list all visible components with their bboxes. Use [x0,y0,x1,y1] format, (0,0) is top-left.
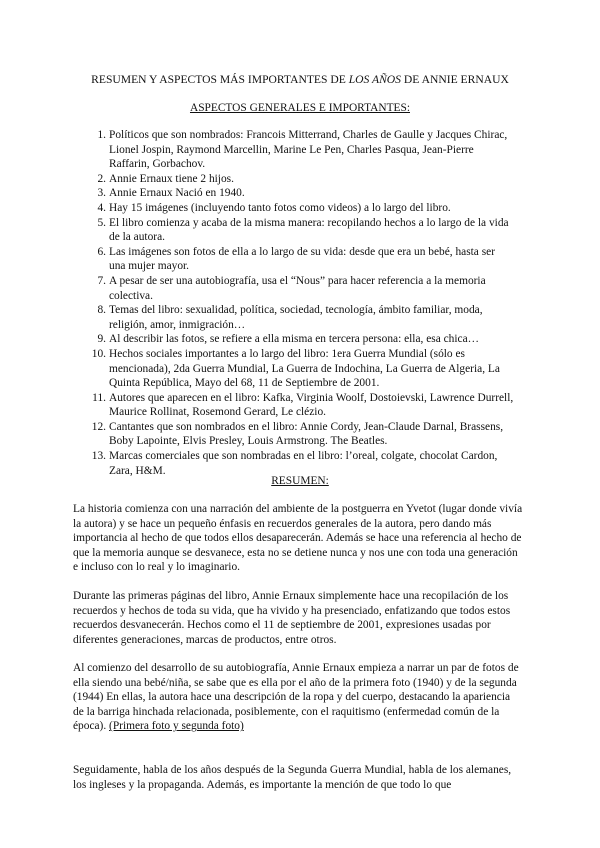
title-suffix: DE ANNIE ERNAUX [400,73,509,86]
list-item-number: 1. [97,129,106,141]
summary-paragraph-2: Durante las primeras páginas del libro, Annie Ernaux simplemente hace una recopilación de los recuerdos y hechos de toda su vida, que ha vivido y ha presenciado, enfatizando que todos estos recuerdos desvanecerán. Hechos como el 11 de septiembre de 2001, expresiones usadas por diferentes generaciones, marcas de productos, entre otros. [73,590,511,646]
summary-paragraph-4: Seguidamente, habla de los años después de la Segunda Guerra Mundial, habla de los alemanes, los ingleses y la propaganda. Además, es importante la mención de que todo lo que [73,764,512,791]
list-item [0,303,514,332]
summary-paragraph-3 [73,661,523,734]
section-heading-general: ASPECTOS GENERALES E IMPORTANTES: [189,102,410,114]
list-item-text: Hay 15 imágenes (incluyendo tanto fotos como videos) a lo largo del libro. [109,201,451,214]
list-item-text: Políticos que son nombrados: Francois Mitterrand, Charles de Gaulle y Jacques Chirac, Lionel Jospin, Raymond Marcellin, Marine Le Pen, Charles Pasqua, Jean-Pierre Raffarin, Gorbachov. [109,129,508,171]
list-item [0,245,514,274]
summary-paragraph-3-text: Al comienzo del desarrollo de su autobiografía, Annie Ernaux empieza a narrar un par de fotos de ella siendo una bebé/niña, se sabe que es ella por el año de la primera foto (1940) y de la segunda (1944) En ellas, la autora hace una descripción de la ropa y del cuerpo, destacando la apariencia de la barriga hinchada relacionada, posiblemente, con el raquitismo (enfermedad común de la época). [73,662,519,733]
list-item [0,391,514,420]
list-item-number: 13. [91,450,106,463]
list-item [0,274,514,303]
list-item [0,128,514,172]
list-item-text: El libro comienza y acaba de la misma manera: recopilando hechos a lo largo de la vida de la autora. [109,216,509,244]
list-item-number: 4. [97,201,106,214]
list-item-number: 11. [92,391,106,404]
title-prefix: RESUMEN Y ASPECTOS MÁS IMPORTANTES DE [91,73,349,86]
list-item-number: 5. [97,216,106,229]
list-item-text: Annie Ernaux tiene 2 hijos. [109,172,234,185]
list-item [0,216,514,245]
list-item-number: 12. [91,420,106,433]
section-heading-resumen: RESUMEN: [271,475,329,487]
photo-reference-link[interactable]: (Primera foto y segunda foto) [109,720,244,733]
list-item-number: 7. [97,274,106,287]
list-item-number: 3. [97,187,106,200]
list-item [0,332,514,347]
list-item-number: 6. [97,245,106,258]
list-item [0,186,514,201]
list-item-number: 9. [97,333,106,346]
list-item [0,347,514,391]
list-item [0,172,514,187]
summary-paragraph-1: La historia comienza con una narración del ambiente de la postguerra en Yvetot (lugar donde vivía la autora) y se hace un pequeño énfasis en recuerdos generales de la autora, pero dando más importancia al hecho de que todos ellos desaparecerán. Además se hace una referencia al hecho de que la memoria aunque se desvanece, esta no se detiene nunca y nos une con toda una generación e incluso con lo real y lo imaginario. [73,503,523,574]
list-item-number: 10. [91,347,106,360]
list-item-text: Temas del libro: sexualidad, política, sociedad, tecnología, ámbito familiar, moda, religión, amor, inmigración… [109,304,483,331]
list-item-text: Annie Ernaux Nació en 1940. [109,187,245,200]
list-item [0,420,514,449]
book-title: LOS AÑOS [348,73,401,86]
list-item-text: Las imágenes son fotos de ella a lo largo de su vida: desde que era un bebé, hasta ser una mujer mayor. [109,245,495,273]
list-item-text: Autores que aparecen en el libro: Kafka, Virginia Woolf, Dostoievski, Lawrence Durrell, Maurice Rollinat, Rosemond Gerard, Le clézio. [109,391,514,419]
document-title [0,73,600,88]
list-item-text: A pesar de ser una autobiografía, usa el “Nous” para hacer referencia a la memoria colectiva. [109,274,486,302]
list-item-text: Cantantes que son nombrados en el libro: Annie Cordy, Jean-Claude Darnal, Brassens, Boby Lapointe, Elvis Presley, Louis Armstrong. The Beatles. [109,420,504,448]
list-item-text: Al describir las fotos, se refiere a ella misma en tercera persona: ella, esa chica… [109,333,480,346]
list-item-text: Hechos sociales importantes a lo largo del libro: 1era Guerra Mundial (sólo es mencionada), 2da Guerra Mundial, La Guerra de Indochina, La Guerra de Algeria, La Quinta República, Mayo del 68, 11 de Septiembre de 2001. [109,347,500,390]
aspects-list [0,128,600,478]
list-item-number: 2. [97,172,106,185]
list-item-number: 8. [97,304,106,317]
list-item-text: Marcas comerciales que son nombradas en el libro: l’oreal, colgate, chocolat Cardon, Zara, H&M. [109,450,498,477]
list-item [0,201,514,216]
